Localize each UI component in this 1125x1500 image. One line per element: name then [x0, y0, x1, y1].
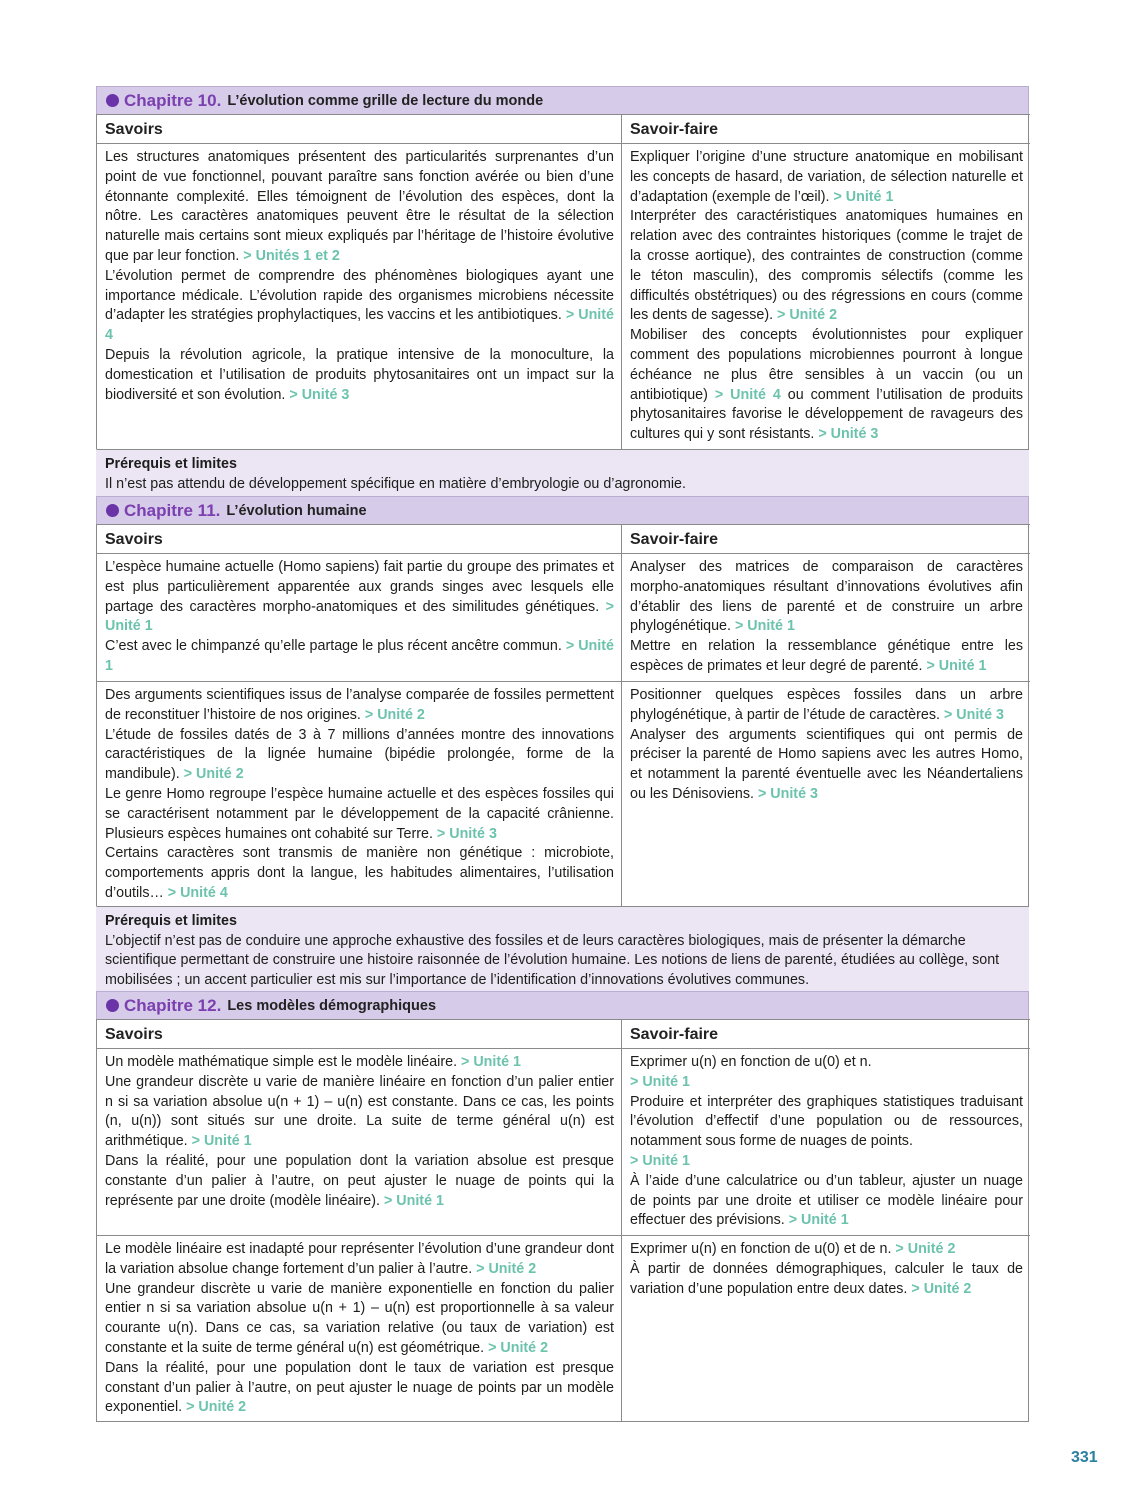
unit-reference: > Unité 4 — [105, 307, 614, 344]
prerequisites-title: Prérequis et limites — [105, 456, 237, 472]
unit-reference: > Unité 1 — [833, 188, 894, 205]
prerequisites-text: L’objectif n’est pas de conduire une approche exhaustive des fossiles et de leurs caractères biologiques, mais de présenter la démarche scientifique permettant de construire une histoire raisonnée de l’évolution humaine. Les notions de liens de parenté, étudiées au collège, sont mobilisées ; un accent particulier est mis sur l’importance de l’identification d’innovations évolutives communes. — [105, 932, 1000, 988]
paragraph-text: À l’aide d’une calculatrice ou d’un tableur, ajuster un nuage de points par une droite et utiliser ce modèle linéaire pour effectuer des prévisions. — [630, 1172, 1023, 1229]
paragraph — [630, 686, 1023, 726]
paragraph — [105, 1359, 614, 1418]
paragraph — [630, 558, 1023, 637]
unit-reference: > Unité 1 — [788, 1212, 849, 1229]
paragraph — [630, 1073, 1023, 1093]
column-header-savoirs: Savoirs — [97, 524, 622, 553]
paragraph-text: Exprimer u(n) en fonction de u(0) et de n. — [630, 1241, 896, 1257]
paragraph-text: L’espèce humaine actuelle (Homo sapiens) fait partie du groupe des primates et est plus particulièrement apparentée aux grands singes avec lesquels elle partage des caractères morpho-anatomiques et des similitudes génétiques. — [105, 559, 614, 615]
savoirs-cell — [97, 1235, 622, 1421]
savoirs-cell — [97, 553, 622, 681]
paragraph — [630, 1260, 1023, 1300]
unit-reference: > Unités 1 et 2 — [243, 247, 340, 264]
chapter-title: L’évolution humaine — [226, 502, 367, 519]
paragraph — [105, 148, 614, 267]
savoirs-cell — [97, 681, 622, 906]
unit-reference: > Unité 1 — [461, 1054, 522, 1070]
curriculum-table — [96, 86, 1029, 1422]
paragraph-text: Expliquer l’origine d’une structure anatomique en mobilisant les concepts de hasard, de variation, de sélection naturelle et d’adaptation (exemple de l’œil). — [630, 149, 1023, 205]
unit-reference: > Unité 1 — [630, 1152, 690, 1169]
paragraph-text: Le modèle linéaire est inadapté pour représenter l’évolution d’une grandeur dont la variation absolue change fortement d’un palier à l’autre. — [105, 1241, 614, 1277]
paragraph-text: L’étude de fossiles datés de 3 à 7 millions d’années montre des innovations caractéristiques de la lignée humaine (bipédie prolongée, forme de la mandibule). — [105, 726, 614, 783]
unit-reference: > Unité 1 — [734, 618, 795, 635]
savoir-faire-cell — [622, 143, 1030, 449]
paragraph — [105, 558, 614, 637]
prerequisites-box — [96, 449, 1029, 496]
unit-reference: > Unité 1 — [105, 598, 614, 635]
paragraph — [630, 637, 1023, 677]
paragraph-text: Positionner quelques espèces fossiles dans un arbre phylogénétique, à partir de l’étude de caractères. — [630, 687, 1023, 723]
column-header-savoirs: Savoirs — [97, 1019, 622, 1048]
paragraph — [630, 1053, 1023, 1073]
column-header-savoirs: Savoirs — [97, 114, 622, 143]
paragraph-text: Exprimer u(n) en fonction de u(0) et n. — [630, 1054, 872, 1070]
unit-reference: > Unité 3 — [436, 825, 497, 842]
paragraph-text: À partir de données démographiques, calculer le taux de variation d’une population entre deux dates. — [630, 1260, 1023, 1297]
unit-reference: > Unité 2 — [186, 1399, 247, 1416]
chapter-number: Chapitre 12. — [124, 995, 222, 1015]
unit-reference: > Unité 3 — [757, 785, 818, 802]
chapter-title: Les modèles démographiques — [227, 997, 437, 1014]
paragraph — [105, 785, 614, 844]
paragraph — [105, 686, 614, 726]
prerequisites-text: Il n’est pas attendu de développement spécifique en matière d’embryologie ou d’agronomie. — [105, 475, 686, 492]
unit-reference: > Unité 2 — [911, 1280, 972, 1297]
paragraph-text: Depuis la révolution agricole, la pratique intensive de la monoculture, la domestication et l’utilisation de produits phytosanitaires ont un impact sur la biodiversité et son évolution. — [105, 346, 614, 403]
paragraph — [105, 637, 614, 677]
paragraph-text: Mettre en relation la ressemblance génétique entre les espèces de primates et leur degré de parenté. — [630, 638, 1023, 674]
paragraph — [630, 1240, 1023, 1260]
paragraph — [630, 1152, 1023, 1172]
unit-reference: > Unité 4 — [714, 386, 781, 403]
unit-reference: > Unité 3 — [943, 706, 1004, 723]
savoir-faire-cell — [622, 1048, 1030, 1235]
paragraph-text: Analyser des matrices de comparaison de caractères morpho-anatomiques résultant d’innovations évolutives afin d’établir des liens de parenté et de construire un arbre phylogénétique. — [630, 559, 1023, 635]
column-header-savoir-faire: Savoir-faire — [622, 1019, 1030, 1048]
prerequisites-title: Prérequis et limites — [105, 913, 237, 929]
paragraph-text: Des arguments scientifiques issus de l’analyse comparée de fossiles permettent de reconstituer l’histoire de nos origines. — [105, 687, 614, 723]
paragraph — [105, 267, 614, 346]
unit-reference: > Unité 1 — [191, 1133, 252, 1150]
unit-reference: > Unité 2 — [777, 307, 838, 324]
prerequisites-box — [96, 906, 1029, 991]
unit-reference: > Unité 1 — [926, 657, 987, 674]
unit-reference: > Unité 1 — [105, 638, 614, 674]
paragraph — [105, 1152, 614, 1211]
chapter-grid — [96, 524, 1029, 906]
paragraph-text: Un modèle mathématique simple est le modèle linéaire. — [105, 1054, 462, 1070]
paragraph — [630, 726, 1023, 805]
paragraph — [630, 326, 1023, 445]
paragraph — [630, 1172, 1023, 1231]
unit-reference: > Unité 4 — [167, 884, 228, 901]
paragraph-text: Dans la réalité, pour une population dont la variation absolue est presque constante d’un palier à l’autre, on peut ajuster le nuage de points qui la représente par une droite (modèle linéaire). — [105, 1152, 614, 1209]
chapter-header — [96, 86, 1029, 114]
paragraph-text: Analyser des arguments scientifiques qui ont permis de préciser la parenté de Homo sapiens avec les autres Homo, et notamment la parenté éventuelle avec les Néandertaliens ou les Dénisoviens. — [630, 726, 1023, 802]
chapter-number: Chapitre 10. — [124, 90, 222, 110]
chapter-number: Chapitre 11. — [124, 500, 221, 520]
column-header-savoir-faire: Savoir-faire — [622, 114, 1030, 143]
savoir-faire-cell — [622, 681, 1030, 906]
paragraph — [630, 148, 1023, 207]
paragraph-text: Dans la réalité, pour une population dont le taux de variation est presque constant d’un palier à l’autre, on peut ajuster le nuage de points par un modèle exponentiel. — [105, 1359, 614, 1416]
unit-reference: > Unité 3 — [289, 386, 350, 403]
savoirs-cell — [97, 1048, 622, 1235]
column-header-savoir-faire: Savoir-faire — [622, 524, 1030, 553]
unit-reference: > Unité 2 — [183, 766, 244, 783]
unit-reference: > Unité 3 — [818, 426, 879, 443]
paragraph-text: Mobiliser des concepts évolutionnistes pour expliquer comment des populations microbiennes pourront à longue échéance ne plus être sensibles à un vaccin (ou un antibiotique) — [630, 327, 1023, 403]
paragraph — [105, 726, 614, 785]
paragraph-text: Interpréter des caractéristiques anatomiques humaines en relation avec des contraintes historiques (comme le trajet de la crosse aortique), des contraintes de construction (comme le téton masculin), des compromis sélectifs (comme les difficultés obstétriques) ou des régressions en cours (comme les dents de sagesse). — [630, 208, 1023, 324]
paragraph-text: Produire et interpréter des graphiques statistiques traduisant l’évolution d’effectif d’une population ou de ressources, notamment sous forme de nuages de points. — [630, 1093, 1023, 1150]
paragraph-text: Certains caractères sont transmis de manière non génétique : microbiote, comportements appris dont la langue, les habitudes alimentaires, l’utilisation d’outils… — [105, 845, 614, 901]
bullet-icon — [106, 94, 119, 107]
paragraph — [105, 1053, 614, 1073]
unit-reference: > Unité 2 — [895, 1241, 956, 1257]
paragraph — [105, 1280, 614, 1359]
savoirs-cell — [97, 143, 622, 449]
paragraph — [630, 207, 1023, 326]
paragraph-text: L’évolution permet de comprendre des phénomènes biologiques ayant une importance médicale. L’évolution rapide des organismes microbiens nécessite d’adapter les stratégies prophylactiques, les vaccins et les antibiotiques. — [105, 267, 614, 324]
unit-reference: > Unité 1 — [383, 1192, 444, 1209]
savoir-faire-cell — [622, 553, 1030, 681]
unit-reference: > Unité 2 — [476, 1260, 537, 1277]
paragraph-text: Une grandeur discrète u varie de manière exponentielle en fonction du palier entier n si sa variation absolue u(n + 1) – u(n) est proportionnelle à sa valeur courante u(n). Dans ce cas, sa variation relative (ou taux de variation) est constante et la suite de terme général u(n) est géométrique. — [105, 1280, 614, 1356]
paragraph-text: C’est avec le chimpanzé qu’elle partage le plus récent ancêtre commun. — [105, 638, 566, 655]
chapter-title: L’évolution comme grille de lecture du monde — [227, 92, 544, 109]
bullet-icon — [106, 504, 119, 517]
chapter-grid — [96, 1019, 1029, 1422]
paragraph-text: Une grandeur discrète u varie de manière linéaire en fonction d’un palier entier n si sa variation absolue u(n + 1) – u(n) est constante. Dans ce cas, les points (n, u(n)) sont situés sur une droite. La suite de terme général u(n) est arithmétique. — [105, 1073, 614, 1150]
unit-reference: > Unité 2 — [364, 706, 425, 723]
paragraph-text: Le genre Homo regroupe l’espèce humaine actuelle et des espèces fossiles qui se caractérisent notamment par le développement de la capacité crânienne. Plusieurs espèces humaines ont cohabité sur Terre. — [105, 785, 614, 842]
paragraph-text: ou comment l’utilisation de produits phytosanitaires favorise le développement de ravageurs des cultures qui y sont résistants. — [630, 386, 1023, 443]
savoir-faire-cell — [622, 1235, 1030, 1421]
paragraph — [630, 1093, 1023, 1152]
page-number: 331 — [1071, 1449, 1098, 1466]
paragraph — [105, 844, 614, 903]
bullet-icon — [106, 999, 119, 1012]
chapter-header — [96, 991, 1029, 1019]
paragraph — [105, 346, 614, 405]
chapter-header — [96, 496, 1029, 524]
paragraph — [105, 1240, 614, 1280]
paragraph — [105, 1073, 614, 1152]
paragraph-text: Les structures anatomiques présentent des particularités surprenantes d’un point de vue fonctionnel, pouvant paraître sans fonction avérée ou bien d’une étonnante complexité. Elles témoignent de l’évolution des espèces, dont la nôtre. Les caractères anatomiques peuvent être le résultat de la sélection naturelle mais certains sont mieux expliqués par l’héritage de l’histoire évolutive que par leur fonction. — [105, 149, 614, 264]
chapter-grid — [96, 114, 1029, 449]
unit-reference: > Unité 1 — [630, 1073, 690, 1090]
unit-reference: > Unité 2 — [488, 1339, 549, 1356]
